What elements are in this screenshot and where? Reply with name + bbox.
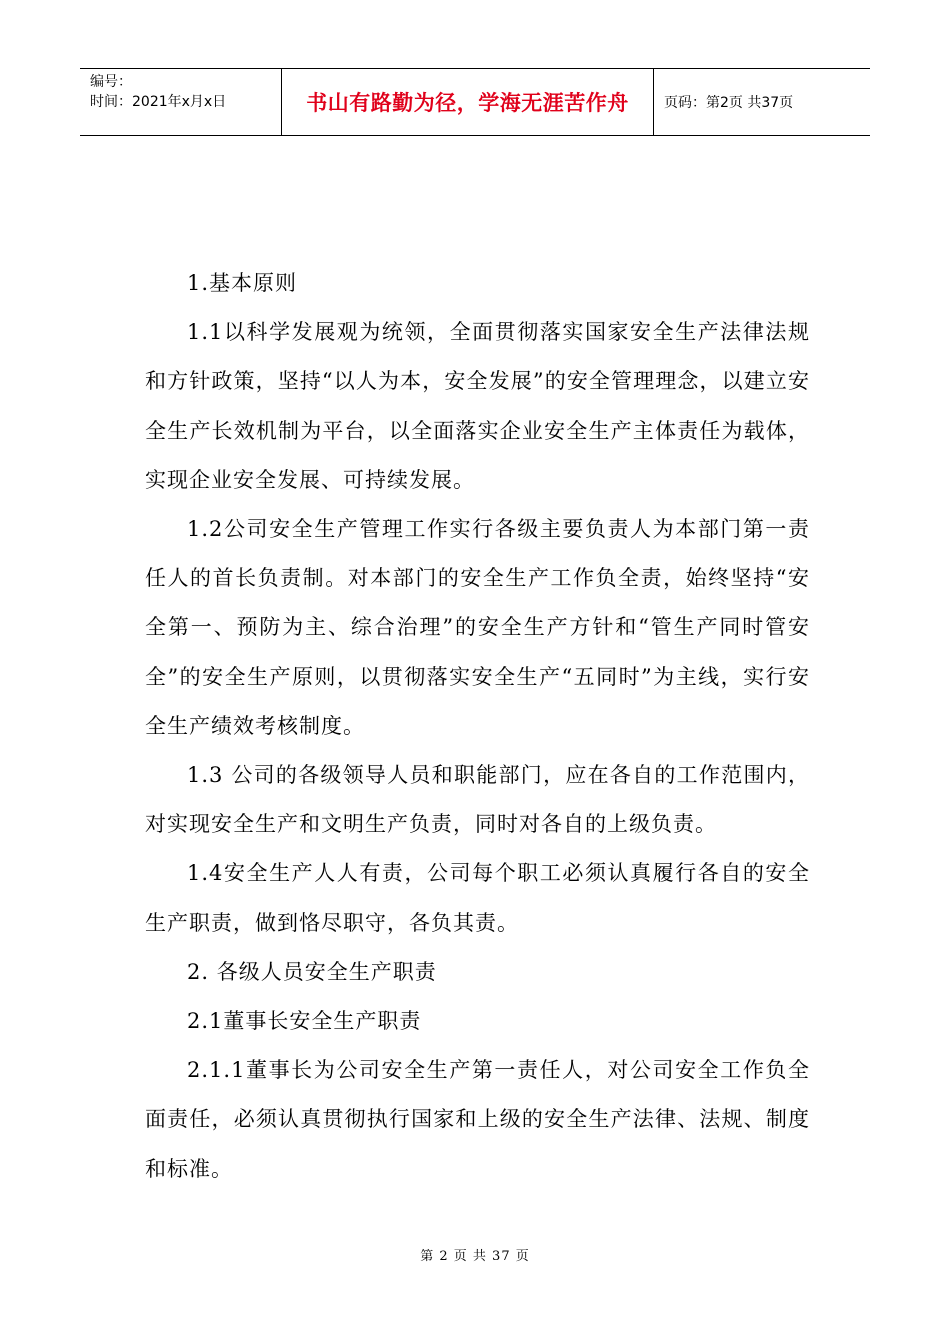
document-body xyxy=(145,259,810,1194)
paragraph-1-2: 1.2公司安全生产管理工作实行各级主要负责人为本部门第一责任人的首长负责制。对本部门的安全生产工作负全责，始终坚持“安全第一、预防为主、综合治理”的安全生产方针和“管生产同时管安全”的安全生产原则，以贯彻落实安全生产“五同时”为主线，实行安全生产绩效考核制度。 xyxy=(145,517,810,738)
paragraph-1-1: 1.1以科学发展观为统领，全面贯彻落实国家安全生产法律法规和方针政策，坚持“以人为本，安全发展”的安全管理理念，以建立安全生产长效机制为平台，以全面落实企业安全生产主体责任为载体，实现企业安全发展、可持续发展。 xyxy=(145,320,810,492)
heading-basic-principles: 1.基本原则 xyxy=(187,271,298,295)
paragraph-1-4: 1.4安全生产人人有责，公司每个职工必须认真履行各自的安全生产职责，做到恪尽职守，各负其责。 xyxy=(145,861,810,935)
paragraph-1-3: 1.3 公司的各级领导人员和职能部门，应在各自的工作范围内，对实现安全生产和文明生产负责，同时对各自的上级负责。 xyxy=(145,763,810,837)
date-label: 时间：2021年x月x日 xyxy=(90,94,227,110)
heading-chairman-duties: 2.1董事长安全生产职责 xyxy=(187,1009,422,1034)
page-footer: 第 2 页 共 37 页 xyxy=(420,1249,530,1264)
heading-responsibilities: 2. 各级人员安全生产职责 xyxy=(187,959,437,984)
serial-number-label: 编号： xyxy=(90,74,132,90)
header-motto: 书山有路勤为径，学海无涯苦作舟 xyxy=(282,69,654,135)
paragraph-2-1-1: 2.1.1董事长为公司安全生产第一责任人，对公司安全工作负全面责任，必须认真贯彻执行国家和上级的安全生产法律、法规、制度和标准。 xyxy=(145,1058,810,1181)
document-header xyxy=(80,68,870,136)
header-meta-cell xyxy=(80,69,282,135)
header-page-number: 页码：第2页 共37页 xyxy=(664,95,794,111)
